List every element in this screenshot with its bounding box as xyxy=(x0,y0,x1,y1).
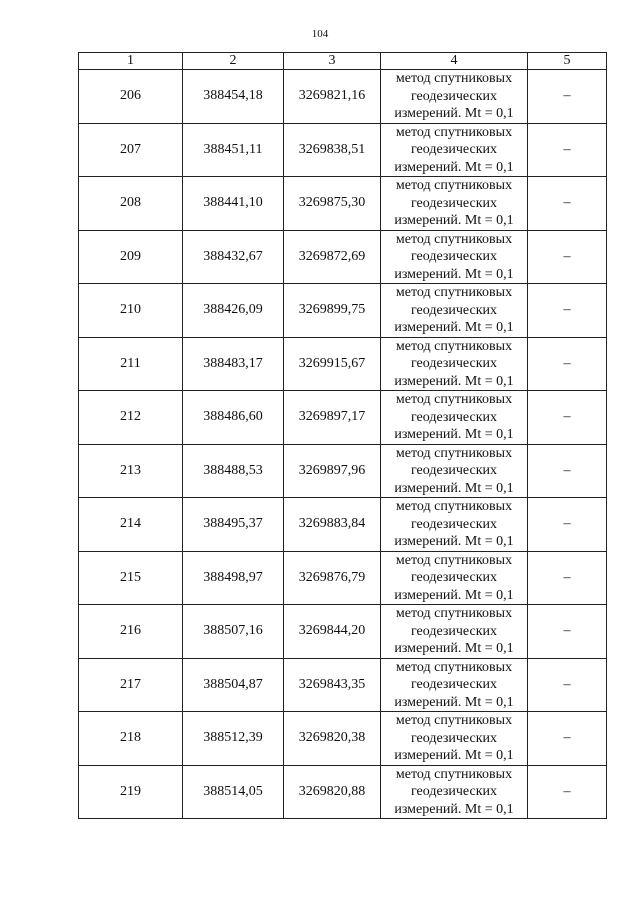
method-text-line: метод спутниковых xyxy=(395,766,513,782)
method-text-line: метод спутниковых xyxy=(395,499,513,514)
method-text-line: геодезических xyxy=(410,302,497,318)
method-text-line: геодезических xyxy=(410,463,497,478)
column-5-cell: – xyxy=(528,444,607,498)
x-coordinate-cell: 388495,37 xyxy=(183,498,284,552)
method-text-line: геодезических xyxy=(410,195,497,211)
method-cell xyxy=(381,337,528,391)
x-coordinate-cell: 388454,18 xyxy=(183,70,284,124)
method-text-line: измерений. Mt = 0,1 xyxy=(394,159,514,175)
method-text-line: измерений. Mt = 0,1 xyxy=(394,266,514,282)
method-text-line: метод спутниковых xyxy=(395,231,513,247)
x-coordinate-cell: 388441,10 xyxy=(183,177,284,231)
y-coordinate-cell: 3269838,51 xyxy=(284,123,381,177)
table-row xyxy=(79,284,607,338)
method-text-line: геодезических xyxy=(410,570,497,585)
method-cell xyxy=(381,551,528,605)
y-coordinate-cell: 3269843,35 xyxy=(284,658,381,712)
method-text-line: геодезических xyxy=(410,623,497,639)
y-coordinate-cell: 3269820,88 xyxy=(284,765,381,819)
x-coordinate-cell: 388426,09 xyxy=(183,284,284,338)
method-text-line: измерений. Mt = 0,1 xyxy=(394,748,514,763)
y-coordinate-cell: 3269876,79 xyxy=(284,551,381,605)
table-row xyxy=(79,712,607,766)
y-coordinate-cell: 3269899,75 xyxy=(284,284,381,338)
page-number: 104 xyxy=(311,28,329,40)
column-5-cell: – xyxy=(528,605,607,659)
method-text-line: геодезических xyxy=(410,249,497,264)
y-coordinate-cell: 3269897,96 xyxy=(284,444,381,498)
method-text-line: геодезических xyxy=(410,677,497,692)
method-text-line: метод спутниковых xyxy=(395,606,513,621)
point-number-cell: 218 xyxy=(79,712,183,766)
method-text-line: метод спутниковых xyxy=(395,392,513,407)
point-number-cell: 206 xyxy=(79,70,183,124)
method-text-line: метод спутниковых xyxy=(395,71,513,86)
table-row xyxy=(79,551,607,605)
column-5-cell: – xyxy=(528,765,607,819)
point-number-cell: 210 xyxy=(79,284,183,338)
method-cell xyxy=(381,444,528,498)
point-number-cell: 207 xyxy=(79,123,183,177)
method-cell xyxy=(381,123,528,177)
y-coordinate-cell: 3269872,69 xyxy=(284,230,381,284)
method-text-line: метод спутниковых xyxy=(395,659,513,675)
table-body xyxy=(79,70,607,819)
method-text-line: метод спутниковых xyxy=(395,285,513,300)
table-row xyxy=(79,230,607,284)
method-cell xyxy=(381,605,528,659)
method-text-line: измерений. Mt = 0,1 xyxy=(394,480,514,496)
header-col-3: 3 xyxy=(284,53,381,70)
method-text-line: метод спутниковых xyxy=(395,445,513,461)
table-row xyxy=(79,605,607,659)
point-number-cell: 211 xyxy=(79,337,183,391)
table-row xyxy=(79,177,607,231)
x-coordinate-cell: 388514,05 xyxy=(183,765,284,819)
point-number-cell: 209 xyxy=(79,230,183,284)
method-text-line: метод спутниковых xyxy=(395,124,513,140)
method-text-line: измерений. Mt = 0,1 xyxy=(394,213,514,228)
method-text-line: метод спутниковых xyxy=(395,338,513,354)
method-text-line: измерений. Mt = 0,1 xyxy=(394,801,514,817)
y-coordinate-cell: 3269915,67 xyxy=(284,337,381,391)
method-text-line: измерений. Mt = 0,1 xyxy=(394,641,514,656)
method-text-line: измерений. Mt = 0,1 xyxy=(394,427,514,442)
column-5-cell: – xyxy=(528,551,607,605)
method-text-line: измерений. Mt = 0,1 xyxy=(394,106,514,121)
x-coordinate-cell: 388498,97 xyxy=(183,551,284,605)
y-coordinate-cell: 3269844,20 xyxy=(284,605,381,659)
point-number-cell: 216 xyxy=(79,605,183,659)
method-text-line: метод спутниковых xyxy=(395,178,513,193)
table-row xyxy=(79,70,607,124)
method-text-line: измерений. Mt = 0,1 xyxy=(394,534,514,549)
method-text-line: измерений. Mt = 0,1 xyxy=(394,587,514,603)
y-coordinate-cell: 3269820,38 xyxy=(284,712,381,766)
header-col-2: 2 xyxy=(183,53,284,70)
column-5-cell: – xyxy=(528,658,607,712)
point-number-cell: 215 xyxy=(79,551,183,605)
point-number-cell: 219 xyxy=(79,765,183,819)
x-coordinate-cell: 388451,11 xyxy=(183,123,284,177)
y-coordinate-cell: 3269883,84 xyxy=(284,498,381,552)
point-number-cell: 208 xyxy=(79,177,183,231)
method-cell xyxy=(381,230,528,284)
method-text-line: геодезических xyxy=(410,409,497,425)
header-col-1: 1 xyxy=(79,53,183,70)
table-row xyxy=(79,444,607,498)
method-text-line: геодезических xyxy=(410,142,497,157)
x-coordinate-cell: 388507,16 xyxy=(183,605,284,659)
method-text-line: измерений. Mt = 0,1 xyxy=(394,373,514,389)
table-row xyxy=(79,123,607,177)
column-5-cell: – xyxy=(528,70,607,124)
y-coordinate-cell: 3269897,17 xyxy=(284,391,381,445)
method-text-line: геодезических xyxy=(410,356,497,371)
point-number-cell: 217 xyxy=(79,658,183,712)
column-5-cell: – xyxy=(528,498,607,552)
column-5-cell: – xyxy=(528,337,607,391)
x-coordinate-cell: 388483,17 xyxy=(183,337,284,391)
x-coordinate-cell: 388488,53 xyxy=(183,444,284,498)
point-number-cell: 212 xyxy=(79,391,183,445)
method-cell xyxy=(381,765,528,819)
column-5-cell: – xyxy=(528,712,607,766)
method-text-line: метод спутниковых xyxy=(395,713,513,728)
header-col-4: 4 xyxy=(381,53,528,70)
column-5-cell: – xyxy=(528,230,607,284)
y-coordinate-cell: 3269875,30 xyxy=(284,177,381,231)
method-cell xyxy=(381,498,528,552)
column-5-cell: – xyxy=(528,284,607,338)
method-cell xyxy=(381,658,528,712)
method-cell xyxy=(381,391,528,445)
x-coordinate-cell: 388486,60 xyxy=(183,391,284,445)
table-row xyxy=(79,658,607,712)
table-row xyxy=(79,337,607,391)
method-text-line: метод спутниковых xyxy=(395,552,513,568)
method-text-line: измерений. Mt = 0,1 xyxy=(394,320,514,335)
method-cell xyxy=(381,177,528,231)
header-col-5: 5 xyxy=(528,53,607,70)
coordinates-table xyxy=(78,52,607,819)
method-cell xyxy=(381,712,528,766)
column-5-cell: – xyxy=(528,123,607,177)
method-text-line: геодезических xyxy=(410,784,497,799)
method-text-line: геодезических xyxy=(410,516,497,532)
header-row xyxy=(79,53,607,70)
method-text-line: геодезических xyxy=(410,88,497,104)
point-number-cell: 214 xyxy=(79,498,183,552)
column-5-cell: – xyxy=(528,391,607,445)
method-cell xyxy=(381,70,528,124)
table-row xyxy=(79,391,607,445)
table-row xyxy=(79,765,607,819)
point-number-cell: 213 xyxy=(79,444,183,498)
x-coordinate-cell: 388512,39 xyxy=(183,712,284,766)
method-cell xyxy=(381,284,528,338)
method-text-line: геодезических xyxy=(410,730,497,746)
table-row xyxy=(79,498,607,552)
y-coordinate-cell: 3269821,16 xyxy=(284,70,381,124)
x-coordinate-cell: 388504,87 xyxy=(183,658,284,712)
x-coordinate-cell: 388432,67 xyxy=(183,230,284,284)
column-5-cell: – xyxy=(528,177,607,231)
method-text-line: измерений. Mt = 0,1 xyxy=(394,694,514,710)
